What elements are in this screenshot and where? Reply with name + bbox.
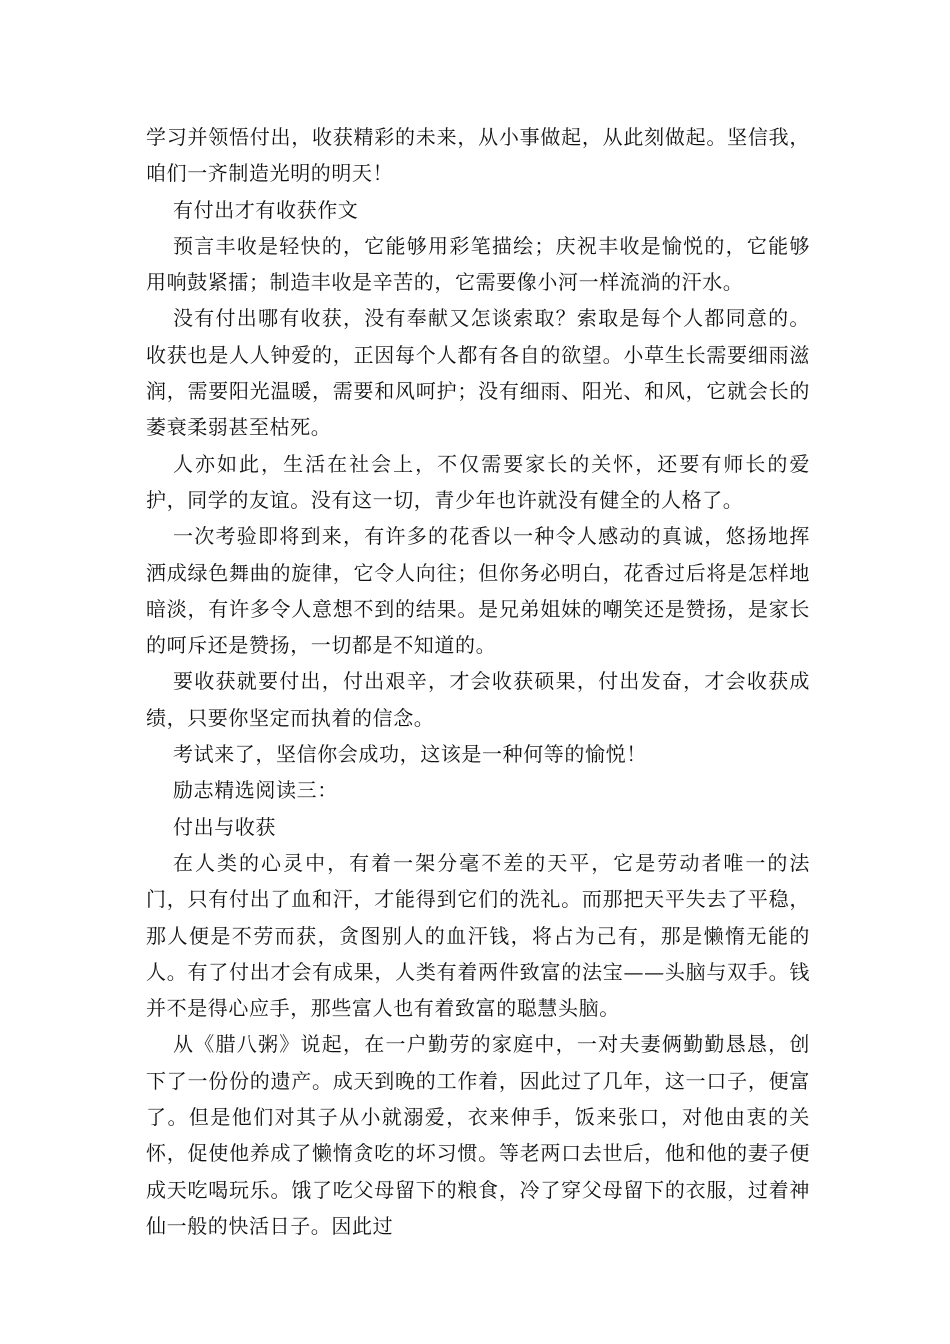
essay-title: 有付出才有收获作文: [173, 197, 359, 222]
paragraph: 从《腊八粥》说起，在一户勤劳的家庭中，一对夫妻俩勤勤恳恳，创下了一份份的遗产。成天到晚的工作着，因此过了几年，这一口子，便富了。但是他们对其子从小就溺爱，衣来伸手，饭来张口，对他由衷的关怀，促使他养成了懒惰贪吃的坏习惯。等老两口去世后，他和他的妻子便成天吃喝玩乐。饿了吃父母留下的粮食，冷了穿父母留下的衣服，过着神仙一般的快活日子。因此过: [146, 1032, 810, 1238]
paragraph: 一次考验即将到来，有许多的花香以一种令人感动的真诚，悠扬地挥洒成绿色舞曲的旋律，它令人向往；但你务必明白，花香过后将是怎样地暗淡，有许多令人意想不到的结果。是兄弟姐妹的嘲笑还是赞扬，是家长的呵斥还是赞扬，一切都是不知道的。: [146, 524, 810, 658]
paragraph: 学习并领悟付出，收获精彩的未来，从小事做起，从此刻做起。坚信我，咱们一齐制造光明的明天！: [146, 125, 810, 186]
document-body: [146, 119, 810, 1244]
paragraph: 考试来了，坚信你会成功，这该是一种何等的愉悦！: [173, 742, 647, 767]
section-heading: 励志精选阅读三：: [173, 778, 338, 803]
essay-title: 付出与收获: [173, 814, 276, 839]
paragraph: 预言丰收是轻快的，它能够用彩笔描绘；庆祝丰收是愉悦的，它能够用响鼓紧擂；制造丰收是辛苦的，它需要像小河一样流淌的汗水。: [146, 233, 810, 295]
paragraph: 要收获就要付出，付出艰辛，才会收获硕果，付出发奋，才会收获成绩，只要你坚定而执着的信念。: [146, 669, 810, 730]
paragraph: 人亦如此，生活在社会上，不仅需要家长的关怀，还要有师长的爱护，同学的友谊。没有这一切，青少年也许就没有健全的人格了。: [146, 451, 810, 512]
paragraph: 没有付出哪有收获，没有奉献又怎谈索取？索取是每个人都同意的。收获也是人人钟爱的，正因每个人都有各自的欲望。小草生长需要细雨滋润，需要阳光温暖，需要和风呵护；没有细雨、阳光、和风，它就会长的萎衰柔弱甚至枯死。: [146, 306, 810, 440]
paragraph: 在人类的心灵中，有着一架分毫不差的天平，它是劳动者唯一的法门，只有付出了血和汗，才能得到它们的洗礼。而那把天平失去了平稳，那人便是不劳而获，贪图别人的血汗钱，将占为己有，那是懒惰无能的人。有了付出才会有成果，人类有着两件致富的法宝——头脑与双手。钱并不是得心应手，那些富人也有着致富的聪慧头脑。: [146, 850, 810, 1021]
